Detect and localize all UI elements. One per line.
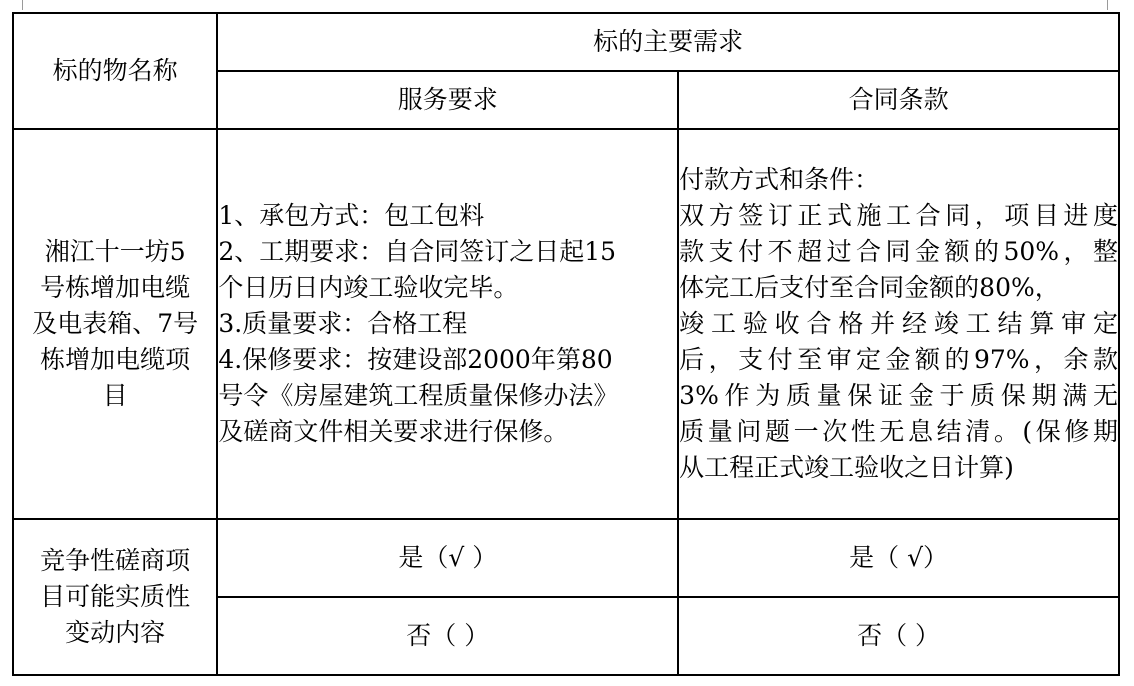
contract-yes-option: 是（ √） [678,519,1119,597]
service-line: 3.质量要求：合格工程 [218,309,468,338]
contract-line: 从工程正式竣工验收之日计算) [679,453,1014,482]
service-line: 2、工期要求：自合同签订之日起15 [218,237,617,266]
service-line: 及磋商文件相关要求进行保修。 [218,417,569,446]
page-corner-mark-right [1107,0,1120,10]
contract-terms-cell [678,129,1119,519]
contract-line: 后，支付至审定金额的97%，余款 [679,345,1118,374]
variation-label-line: 变动内容 [65,618,166,647]
service-line: 1、承包方式：包工包料 [218,201,485,230]
contract-line: 竣工验收合格并经竣工结算审定 [679,309,1118,338]
contract-line: 付款方式和条件： [679,165,880,194]
item-name-cell [13,129,217,519]
page-corner-mark-left [10,0,23,10]
variation-label-line: 竞争性磋商项 [40,546,191,575]
item-name-line: 栋增加电缆项 [40,345,191,374]
service-no-option: 否（ ） [217,597,678,675]
contract-line: 款支付不超过合同金额的50%，整 [679,237,1118,266]
service-line: 号令《房屋建筑工程质量保修办法》 [218,381,619,410]
variation-yes-row [13,519,1119,597]
item-row [13,129,1119,519]
item-name-line: 号栋增加电缆 [40,273,191,302]
main-requirements-header: 标的主要需求 [217,13,1119,71]
header-row-top [13,13,1119,71]
contract-line: 双方签订正式施工合同，项目进度 [679,201,1118,230]
requirements-table [12,12,1120,676]
item-name-line: 湘江十一坊5 [44,237,186,266]
service-requirements-header: 服务要求 [217,71,678,129]
service-line: 4.保修要求：按建设部2000年第80 [218,345,613,374]
variation-label-line: 目可能实质性 [40,582,191,611]
contract-no-option: 否（ ） [678,597,1119,675]
service-requirements-cell [217,129,678,519]
contract-line: 质量问题一次性无息结清。(保修期 [679,417,1118,446]
item-name-header: 标的物名称 [13,13,217,129]
contract-line: 体完工后支付至合同金额的80%， [679,273,1060,302]
contract-line: 3%作为质量保证金于质保期满无 [679,381,1118,410]
contract-terms-header: 合同条款 [678,71,1119,129]
item-name-line: 及电表箱、7号 [32,309,199,338]
item-name-line: 目 [102,381,128,410]
service-yes-option: 是（√ ） [217,519,678,597]
service-line: 个日历日内竣工验收完毕。 [218,273,519,302]
variation-label-cell [13,519,217,675]
